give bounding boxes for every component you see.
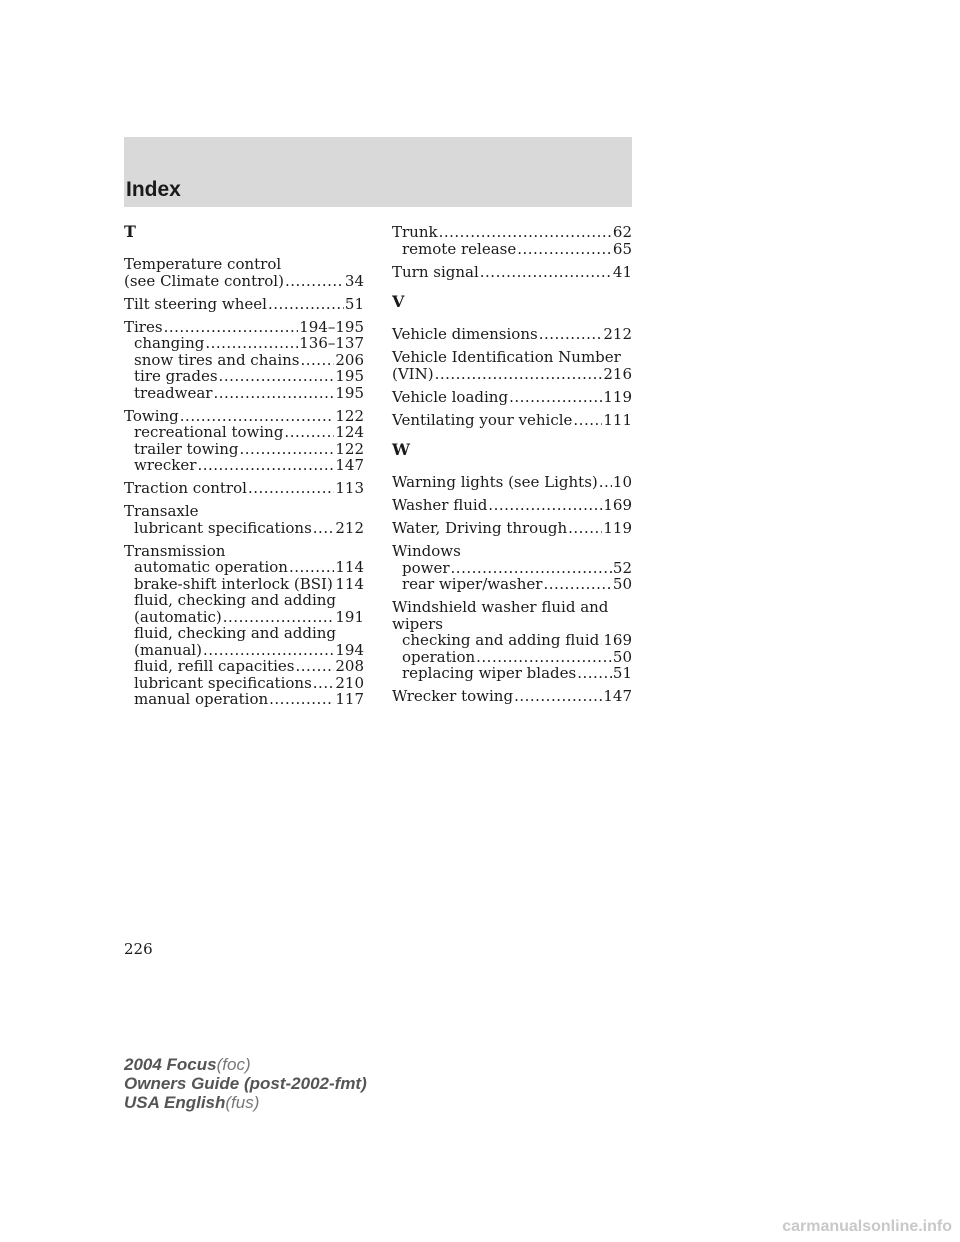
index-page-ref: 212	[335, 518, 364, 537]
dot-leader	[539, 326, 603, 343]
index-page-ref: 41	[612, 262, 632, 281]
index-page-ref: 210	[335, 673, 364, 692]
dot-leader	[313, 520, 335, 537]
index-page-ref: 169	[603, 631, 632, 649]
index-entry	[124, 480, 364, 497]
index-entry	[392, 599, 632, 682]
dot-leader	[313, 675, 335, 692]
index-term	[124, 543, 364, 560]
footer-title: USA English	[124, 1093, 226, 1112]
index-term	[392, 599, 632, 616]
dot-leader	[573, 412, 602, 429]
index-subentry	[392, 576, 632, 593]
index-term-text: wipers	[392, 614, 443, 633]
index-term-text: (automatic)	[134, 607, 222, 626]
index-page-ref: 114	[335, 574, 364, 593]
dot-leader	[300, 352, 334, 369]
dot-leader	[435, 366, 603, 383]
index-page-ref: 34	[344, 271, 364, 290]
index-page-ref: 50	[612, 575, 632, 593]
index-term-text: Transmission	[124, 541, 226, 560]
index-entry	[124, 296, 364, 313]
index-subentry	[124, 675, 364, 692]
index-term-text: lubricant specifications	[134, 673, 312, 692]
index-term-text: replacing wiper blades	[402, 664, 577, 682]
index-page-ref: 114	[335, 558, 364, 576]
index-term-text: Tires	[124, 317, 163, 336]
index-page-ref: 122	[335, 439, 364, 458]
index-page-ref: 65	[612, 239, 632, 258]
index-page-ref: 195	[335, 367, 364, 385]
index-subentry	[124, 691, 364, 708]
index-entry	[392, 688, 632, 705]
index-entry	[392, 474, 632, 491]
footer-code: (foc)	[216, 1055, 251, 1074]
footer-line	[124, 1093, 367, 1112]
index-term-text: operation	[402, 647, 476, 666]
index-term	[392, 389, 632, 406]
index-subentry	[392, 649, 632, 666]
index-term-text: (manual)	[134, 640, 202, 659]
index-term-text: treadwear	[134, 383, 213, 402]
footer-title: Owners Guide (post-2002-fmt)	[124, 1074, 367, 1093]
index-column-left	[124, 224, 364, 708]
dot-leader	[543, 576, 611, 593]
index-page-ref: 119	[603, 519, 632, 537]
index-term-text: fluid, checking and adding	[134, 591, 337, 609]
index-subentry	[392, 665, 632, 682]
page-title: Index	[126, 178, 181, 201]
index-term-text: wrecker	[134, 456, 197, 474]
footer-title: 2004 Focus	[124, 1055, 217, 1074]
header-band	[124, 137, 632, 207]
index-page-ref: 212	[603, 325, 632, 343]
index-entry	[124, 543, 364, 708]
index-page-ref: 124	[335, 423, 364, 441]
dot-leader	[568, 520, 602, 537]
dot-leader	[334, 576, 335, 593]
index-term-text: (see Climate control)	[124, 271, 284, 290]
index-subentry	[124, 385, 364, 402]
index-term	[124, 480, 364, 497]
index-letter-heading: V	[392, 292, 405, 311]
index-entry	[392, 543, 632, 593]
index-entry	[124, 256, 364, 289]
index-term-text: Washer fluid	[392, 496, 488, 514]
dot-leader	[488, 497, 602, 514]
index-term-text: fluid, refill capacities	[134, 657, 295, 675]
index-page-ref: 136–137	[299, 334, 364, 352]
index-term-text: Ventilating your vehicle	[392, 410, 573, 429]
index-term	[392, 326, 632, 343]
index-term-text: snow tires and chains	[134, 350, 300, 369]
index-subentry	[124, 424, 364, 441]
index-term-text: tire grades	[134, 367, 218, 385]
dot-leader	[600, 632, 602, 649]
footer-code: (fus)	[225, 1093, 260, 1112]
index-term-text: Traction control	[124, 479, 247, 497]
index-page-ref: 52	[612, 558, 632, 577]
index-term	[392, 412, 632, 429]
index-subentry	[392, 560, 632, 577]
footer-line	[124, 1055, 367, 1074]
dot-leader	[577, 665, 612, 682]
index-letter-heading: W	[392, 440, 410, 459]
index-entry	[124, 503, 364, 536]
dot-leader	[223, 609, 335, 626]
index-subentry	[124, 625, 364, 642]
index-subentry	[124, 592, 364, 609]
dot-leader	[451, 560, 612, 577]
index-term	[392, 474, 632, 491]
index-term-text: power	[402, 558, 450, 577]
index-page-ref: 10	[612, 473, 632, 491]
index-page-ref: 206	[335, 350, 364, 369]
index-term-text: Turn signal	[392, 262, 479, 281]
index-entry	[124, 319, 364, 402]
index-page-ref: 51	[344, 294, 364, 313]
watermark: carmanualsonline.info	[782, 1218, 952, 1235]
dot-leader	[213, 385, 334, 402]
index-term-text: Temperature control	[124, 255, 282, 273]
index-page-ref: 147	[335, 456, 364, 474]
index-subentry	[124, 642, 364, 659]
index-subentry	[124, 335, 364, 352]
index-term-text: Towing	[124, 406, 179, 425]
index-page-ref: 169	[603, 496, 632, 514]
index-term-text: Wrecker towing	[392, 687, 514, 705]
index-page-ref: 50	[612, 647, 632, 666]
index-term-text: Windshield washer fluid and	[392, 598, 609, 616]
index-term-text: Trunk	[392, 223, 438, 241]
dot-leader	[269, 691, 334, 708]
index-subentry	[124, 520, 364, 537]
index-page-ref: 51	[612, 664, 632, 682]
index-page-ref: 122	[335, 406, 364, 425]
dot-leader	[599, 474, 612, 491]
index-term-text: recreational towing	[134, 423, 284, 441]
index-subentry	[124, 658, 364, 675]
index-term-text: Windows	[392, 542, 461, 560]
dot-leader	[439, 224, 612, 241]
index-term-text: lubricant specifications	[134, 518, 312, 537]
index-subentry	[124, 457, 364, 474]
dot-leader	[476, 649, 612, 666]
index-term-text: Tilt steering wheel	[124, 294, 267, 313]
index-page-ref: 119	[603, 387, 632, 406]
index-term-text: (VIN)	[392, 364, 434, 383]
dot-leader	[268, 296, 344, 313]
index-entry	[392, 349, 632, 382]
document-footer	[124, 1055, 367, 1112]
index-subentry	[392, 632, 632, 649]
index-entry	[392, 497, 632, 514]
index-page-ref: 216	[603, 364, 632, 383]
index-page-ref: 208	[335, 657, 364, 675]
index-term-text: checking and adding fluid	[402, 631, 600, 649]
index-term	[124, 256, 364, 273]
index-page-ref: 194	[335, 640, 364, 659]
index-column-right	[392, 224, 632, 705]
index-entry	[392, 224, 632, 257]
index-page-ref: 111	[603, 410, 632, 429]
index-term	[392, 224, 632, 241]
index-term	[392, 497, 632, 514]
index-subentry	[124, 609, 364, 626]
index-term	[392, 349, 632, 366]
index-entry	[392, 326, 632, 343]
dot-leader	[284, 424, 334, 441]
index-term	[124, 319, 364, 336]
index-term-text: Vehicle dimensions	[392, 325, 538, 343]
dot-leader	[164, 319, 299, 336]
footer-line	[124, 1074, 367, 1093]
index-term-text: fluid, checking and adding	[134, 624, 337, 642]
index-page-ref: 191	[335, 607, 364, 626]
dot-leader	[203, 642, 334, 659]
index-term-text: brake-shift interlock (BSI)	[134, 574, 333, 593]
index-term	[124, 296, 364, 313]
dot-leader	[509, 389, 602, 406]
page-number: 226	[124, 940, 153, 958]
index-term	[124, 408, 364, 425]
index-subentry	[392, 241, 632, 258]
index-letter-heading: T	[124, 222, 136, 241]
dot-leader	[480, 264, 612, 281]
index-subentry	[124, 559, 364, 576]
dot-leader	[248, 480, 334, 497]
index-page-ref: 194–195	[299, 317, 364, 336]
dot-leader	[240, 441, 335, 458]
index-term-text: rear wiper/washer	[402, 575, 543, 593]
index-term-text: Warning lights (see Lights)	[392, 473, 598, 491]
dot-leader	[180, 408, 335, 425]
index-entry	[124, 408, 364, 474]
index-term-text: automatic operation	[134, 558, 288, 576]
index-term-text: trailer towing	[134, 439, 239, 458]
index-term-text: Transaxle	[124, 502, 199, 520]
index-term	[392, 543, 632, 560]
index-entry	[392, 264, 632, 281]
index-term	[392, 520, 632, 537]
index-page-ref: 147	[603, 687, 632, 705]
dot-leader	[296, 658, 335, 675]
index-page-ref: 113	[335, 479, 364, 497]
dot-leader	[514, 688, 602, 705]
index-subentry	[124, 441, 364, 458]
index-term	[392, 264, 632, 281]
index-entry	[392, 520, 632, 537]
dot-leader	[285, 273, 344, 290]
index-term	[392, 366, 632, 383]
index-term-text: Water, Driving through	[392, 519, 568, 537]
index-term	[124, 503, 364, 520]
dot-leader	[289, 559, 334, 576]
index-subentry	[124, 368, 364, 385]
index-term-text: Vehicle loading	[392, 387, 509, 406]
index-term	[392, 616, 632, 633]
dot-leader	[205, 335, 298, 352]
index-term-text: changing	[134, 334, 205, 352]
index-entry	[392, 389, 632, 406]
index-term-text: Vehicle Identification Number	[392, 348, 621, 366]
index-term-text: manual operation	[134, 690, 269, 708]
dot-leader	[219, 368, 335, 385]
index-entry	[392, 412, 632, 429]
index-term	[124, 273, 364, 290]
index-term	[392, 688, 632, 705]
index-page-ref: 195	[335, 383, 364, 402]
index-subentry	[124, 576, 364, 593]
index-page-ref: 117	[335, 690, 364, 708]
index-page-ref: 62	[612, 223, 632, 241]
dot-leader	[197, 457, 334, 474]
index-term-text: remote release	[402, 239, 517, 258]
dot-leader	[517, 241, 612, 258]
index-subentry	[124, 352, 364, 369]
